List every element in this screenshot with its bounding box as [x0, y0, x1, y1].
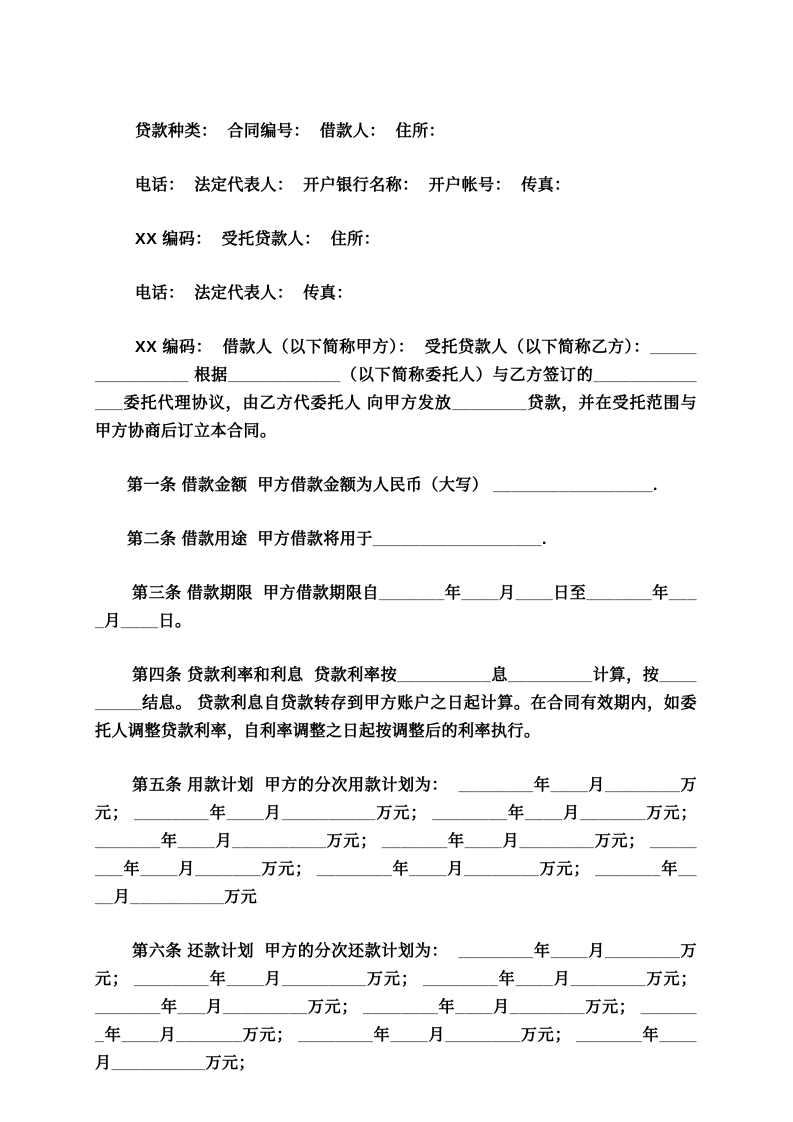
- paragraph-article-2-loan-purpose: 第二条 借款用途 甲方借款将用于__________________.: [127, 531, 547, 548]
- paragraph-article-5-drawdown-plan: 第五条 用款计划 甲方的分次用款计划为： ________年____月________万元； ________年____月__________万元； ________年____月_______万元； _______年____月__________万元； _______年____月________万元； ________年____月_______万元； ________年____月________万元； _______年____月__________万元: [95, 777, 702, 906]
- paragraph-basic-info-1: 贷款种类： 合同编号： 借款人： 住所：: [135, 123, 446, 140]
- paragraph-preamble: XX 编码： 借款人（以下简称甲方）： 受托贷款人（以下简称乙方）：_______________ 根据____________（以下简称委托人）与乙方签订的______________委托代理协议，由乙方代委托人 向甲方发放________贷款，并在受托范围与甲方协商后订立本合同。: [95, 339, 697, 440]
- paragraph-article-4-interest: 第四条 贷款利率和利息 贷款利率按__________息_________计算，按_________结息。 贷款利息自贷款转存到甲方账户之日起计算。在合同有效期内，如委托人调整贷款利率，自利率调整之日起按调整后的利率执行。: [95, 667, 697, 740]
- paragraph-basic-info-4: 电话： 法定代表人： 传真：: [135, 285, 353, 302]
- paragraph-article-1-loan-amount: 第一条 借款金额 甲方借款金额为人民币（大写） _________________.: [127, 477, 659, 494]
- paragraph-article-3-loan-term: 第三条 借款期限 甲方借款期限自_______年____月____日至_______年____月____日。: [95, 585, 697, 630]
- paragraph-article-6-repayment-plan: 第六条 还款计划 甲方的分次还款计划为： ________年____月________万元； ________年____月_________万元； ________年____月________万元； _______年___月_________万元； ________年____月________万元； _______年____月_______万元； ________年____月________万元； _______年____月__________万元；: [95, 943, 702, 1072]
- paragraph-basic-info-2: 电话： 法定代表人： 开户银行名称： 开户帐号： 传真：: [135, 177, 571, 194]
- paragraph-basic-info-3: XX 编码： 受托贷款人： 住所：: [135, 231, 381, 248]
